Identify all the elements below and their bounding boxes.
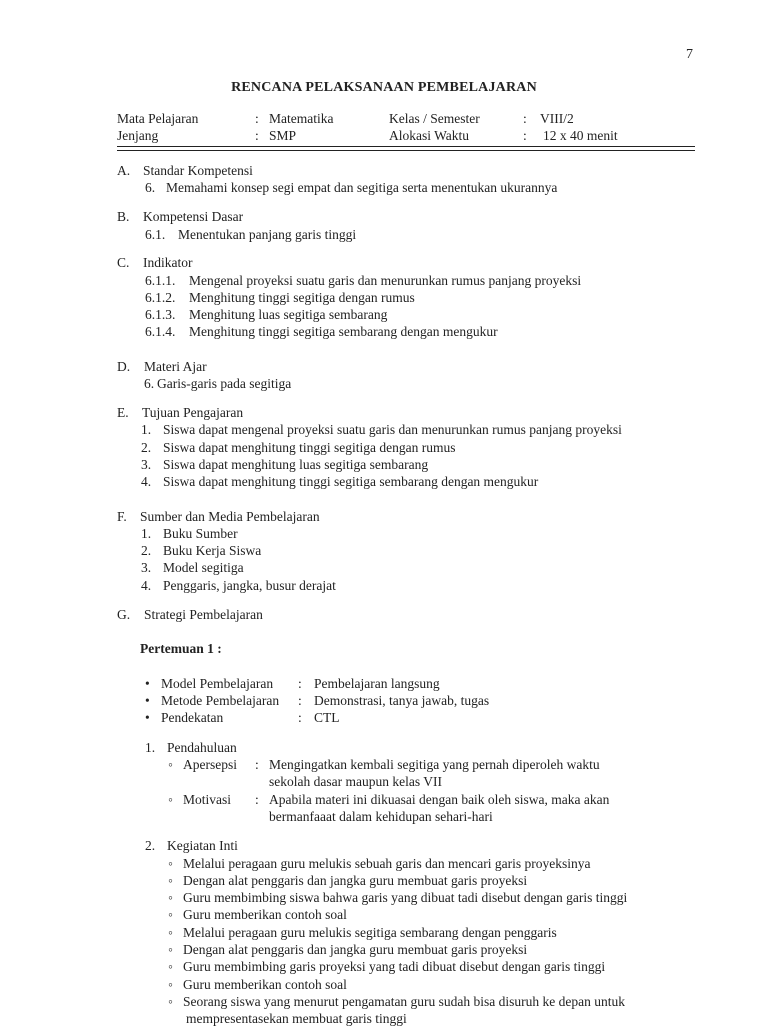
item-text: Mengenal proyeksi suatu garis dan menurunkan rumus panjang proyeksi	[189, 273, 582, 288]
item-number: 1.	[141, 422, 152, 437]
strategi-label: Model Pembelajaran	[161, 676, 274, 691]
item-text: Buku Kerja Siswa	[163, 543, 262, 558]
item-text: Menghitung tinggi segitiga dengan rumus	[189, 290, 415, 305]
item-number: 2.	[141, 440, 152, 455]
kegiatan-item: Guru memberikan contoh soal	[183, 907, 347, 922]
section-title: Strategi Pembelajaran	[144, 607, 263, 622]
bullet: ◦	[168, 925, 173, 940]
kegiatan-item: Seorang siswa yang menurut pengamatan guru sudah bisa disuruh ke depan untuk	[183, 994, 626, 1009]
item-text: Siswa dapat menghitung tinggi segitiga sembarang dengan mengukur	[163, 474, 539, 489]
section-title: Tujuan Pengajaran	[142, 405, 244, 420]
page-number: 7	[686, 47, 693, 62]
item-text: Siswa dapat menghitung tinggi segitiga dengan rumus	[163, 440, 456, 455]
strategi-label: Pendekatan	[161, 710, 224, 725]
pertemuan-heading: Pertemuan 1 :	[140, 641, 222, 656]
section-letter: C.	[117, 255, 130, 270]
item-number: 6.1.	[145, 227, 166, 242]
item-text: Menentukan panjang garis tinggi	[178, 227, 357, 242]
bullet: ◦	[168, 959, 173, 974]
strategi-value: Demonstrasi, tanya jawab, tugas	[314, 693, 490, 708]
section-title: Standar Kompetensi	[143, 163, 253, 178]
bullet: ◦	[168, 873, 173, 888]
section-letter: F.	[117, 509, 127, 524]
strategi-value: Pembelajaran langsung	[314, 676, 440, 691]
motivasi-text: bermanfaaat dalam kehidupan sehari-hari	[269, 809, 493, 824]
strategi-sep: :	[298, 710, 302, 725]
item-number: 6.1.4.	[145, 324, 176, 339]
section-letter: D.	[117, 359, 131, 374]
document-title: RENCANA PELAKSANAAN PEMBELAJARAN	[231, 80, 537, 95]
kelas-value: VIII/2	[540, 111, 574, 126]
jenjang-value: SMP	[269, 128, 297, 143]
kegiatan-item: Dengan alat penggaris dan jangka guru membuat garis proyeksi	[183, 873, 528, 888]
kegiatan-item: Guru membimbing siswa bahwa garis yang dibuat tadi disebut dengan garis tinggi	[183, 890, 628, 905]
bullet: ◦	[168, 890, 173, 905]
item-text: Menghitung tinggi segitiga sembarang dengan mengukur	[189, 324, 498, 339]
bullet: •	[145, 710, 150, 725]
bullet: ◦	[168, 792, 173, 807]
item-text: Siswa dapat menghitung luas segitiga sembarang	[163, 457, 429, 472]
kegiatan-item: Guru membimbing garis proyeksi yang tadi dibuat disebut dengan garis tinggi	[183, 959, 606, 974]
alokasi-label: Alokasi Waktu	[389, 128, 470, 143]
section-letter: G.	[117, 607, 131, 622]
item-number: 4.	[141, 474, 152, 489]
bullet: •	[145, 676, 150, 691]
kegiatan-item: Melalui peragaan guru melukis sebuah garis dan mencari garis proyeksinya	[183, 856, 591, 871]
motivasi-text: Apabila materi ini dikuasai dengan baik oleh siswa, maka akan	[269, 792, 610, 807]
alokasi-value: 12 x 40 menit	[543, 128, 618, 143]
header-sep: :	[255, 111, 259, 126]
section-letter: E.	[117, 405, 129, 420]
apersepsi-text: sekolah dasar maupun kelas VII	[269, 774, 442, 789]
item-number: 6.1.1.	[145, 273, 176, 288]
header-sep: :	[255, 128, 259, 143]
jenjang-label: Jenjang	[117, 128, 159, 143]
kegiatan-item: Guru memberikan contoh soal	[183, 977, 347, 992]
strategi-value: CTL	[314, 710, 340, 725]
mata-pelajaran-label: Mata Pelajaran	[117, 111, 199, 126]
item-number: 6.1.3.	[145, 307, 176, 322]
header-sep: :	[523, 111, 527, 126]
section-letter: A.	[117, 163, 131, 178]
item-number: 2.	[141, 543, 152, 558]
apersepsi-sep: :	[255, 757, 259, 772]
bullet: •	[145, 693, 150, 708]
item-text: Model segitiga	[163, 560, 244, 575]
kegiatan-item-continuation: mempresentasekan membuat garis tinggi	[186, 1011, 407, 1026]
kegiatan-item: Dengan alat penggaris dan jangka guru membuat garis proyeksi	[183, 942, 528, 957]
apersepsi-text: Mengingatkan kembali segitiga yang pernah diperoleh waktu	[269, 757, 600, 772]
section-letter: B.	[117, 209, 130, 224]
step-title: Pendahuluan	[167, 740, 237, 755]
strategi-sep: :	[298, 693, 302, 708]
item-text: Garis-garis pada segitiga	[157, 376, 292, 391]
bullet: ◦	[168, 942, 173, 957]
mata-pelajaran-value: Matematika	[269, 111, 334, 126]
step-title: Kegiatan Inti	[167, 838, 238, 853]
separator-line	[117, 146, 695, 148]
motivasi-sep: :	[255, 792, 259, 807]
item-number: 4.	[141, 578, 152, 593]
item-number: 3.	[141, 560, 152, 575]
section-title: Sumber dan Media Pembelajaran	[140, 509, 320, 524]
kegiatan-item: Melalui peragaan guru melukis segitiga sembarang dengan penggaris	[183, 925, 557, 940]
apersepsi-label: Apersepsi	[183, 757, 237, 772]
item-text: Menghitung luas segitiga sembarang	[189, 307, 388, 322]
item-number: 6.	[144, 376, 155, 391]
motivasi-label: Motivasi	[183, 792, 232, 807]
item-number: 3.	[141, 457, 152, 472]
separator-line	[117, 150, 695, 152]
item-number: 6.	[145, 180, 156, 195]
bullet: ◦	[168, 977, 173, 992]
header-sep: :	[523, 128, 527, 143]
item-text: Siswa dapat mengenal proyeksi suatu garis dan menurunkan rumus panjang proyeksi	[163, 422, 622, 437]
step-number: 1.	[145, 740, 156, 755]
item-number: 1.	[141, 526, 152, 541]
item-text: Buku Sumber	[163, 526, 238, 541]
step-number: 2.	[145, 838, 156, 853]
section-title: Materi Ajar	[144, 359, 207, 374]
section-title: Indikator	[143, 255, 193, 270]
bullet: ◦	[168, 907, 173, 922]
bullet: ◦	[168, 856, 173, 871]
kelas-label: Kelas / Semester	[389, 111, 480, 126]
strategi-sep: :	[298, 676, 302, 691]
item-number: 6.1.2.	[145, 290, 176, 305]
bullet: ◦	[168, 757, 173, 772]
item-text: Penggaris, jangka, busur derajat	[163, 578, 336, 593]
section-title: Kompetensi Dasar	[143, 209, 244, 224]
strategi-label: Metode Pembelajaran	[161, 693, 280, 708]
item-text: Memahami konsep segi empat dan segitiga serta menentukan ukurannya	[166, 180, 558, 195]
bullet: ◦	[168, 994, 173, 1009]
